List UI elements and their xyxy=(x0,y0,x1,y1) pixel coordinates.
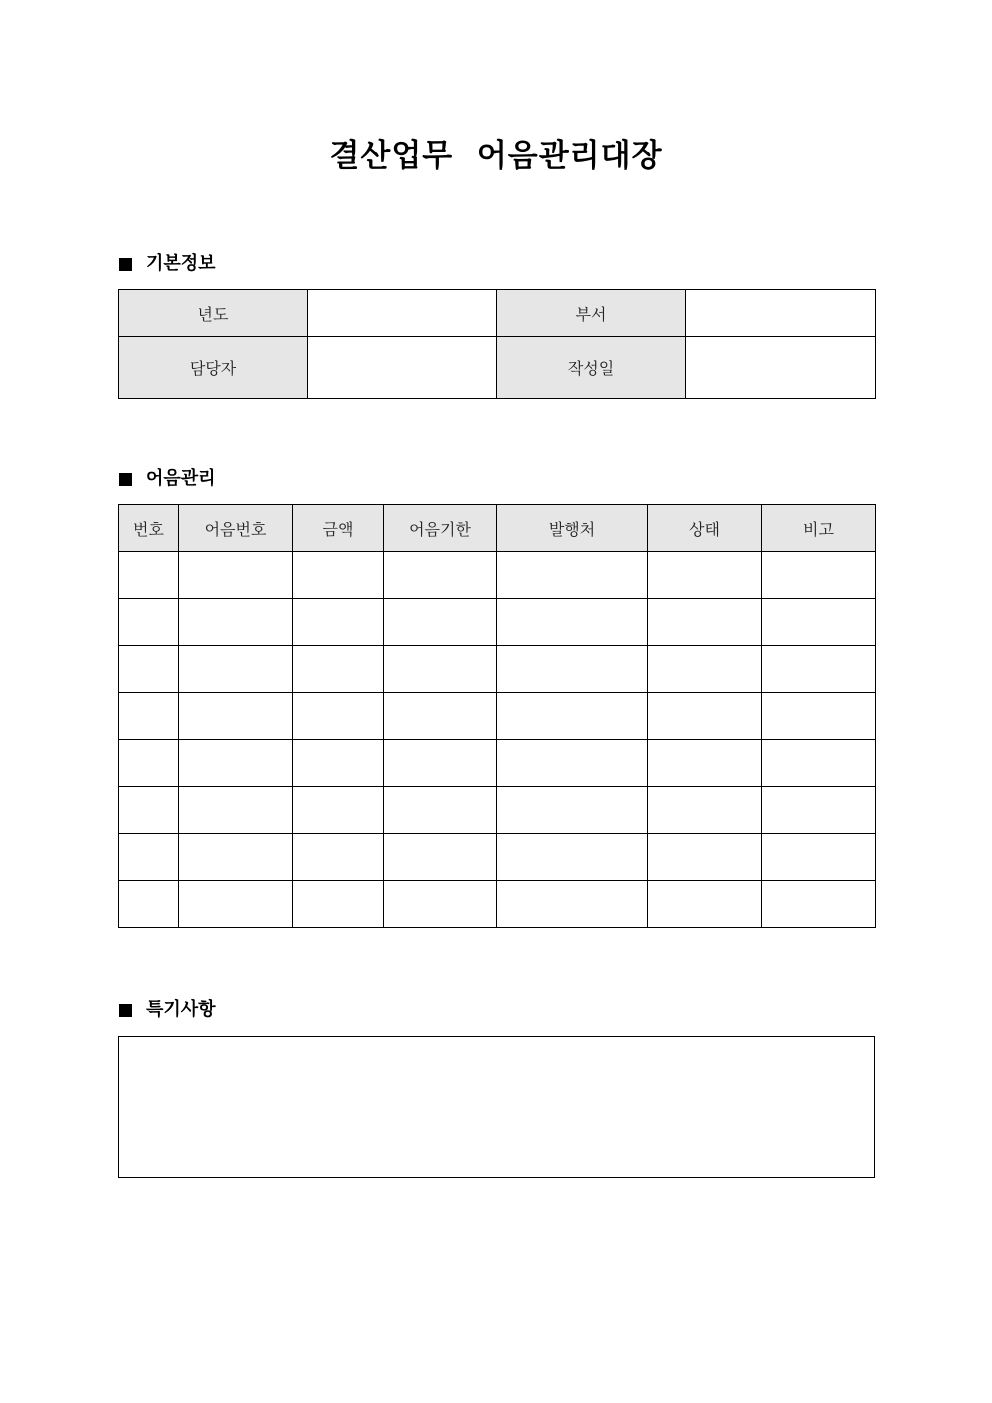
black-square-icon xyxy=(119,473,132,486)
page-title: 결산업무 어음관리대장 xyxy=(329,138,663,174)
table-row xyxy=(119,693,876,740)
table-row xyxy=(119,881,876,928)
table-cell[interactable] xyxy=(293,693,384,740)
table-cell[interactable] xyxy=(384,599,497,646)
table-row xyxy=(119,834,876,881)
column-header-bill-number: 어음번호 xyxy=(179,505,293,552)
department-field[interactable] xyxy=(686,290,876,337)
column-header-amount: 금액 xyxy=(293,505,384,552)
table-cell[interactable] xyxy=(179,787,293,834)
table-cell[interactable] xyxy=(384,740,497,787)
table-row xyxy=(119,290,876,337)
table-cell[interactable] xyxy=(179,881,293,928)
table-cell[interactable] xyxy=(293,740,384,787)
date-written-label: 작성일 xyxy=(497,337,686,399)
table-cell[interactable] xyxy=(179,646,293,693)
table-cell[interactable] xyxy=(497,740,648,787)
table-cell[interactable] xyxy=(293,646,384,693)
table-cell[interactable] xyxy=(762,599,876,646)
table-cell[interactable] xyxy=(384,693,497,740)
table-cell[interactable] xyxy=(497,693,648,740)
table-row xyxy=(119,337,876,399)
table-cell[interactable] xyxy=(119,881,179,928)
table-row xyxy=(119,552,876,599)
table-cell[interactable] xyxy=(293,552,384,599)
table-cell[interactable] xyxy=(648,834,762,881)
table-header-row xyxy=(119,505,876,552)
table-cell[interactable] xyxy=(179,599,293,646)
table-cell[interactable] xyxy=(293,787,384,834)
section-heading-basic-info xyxy=(119,252,216,276)
table-cell[interactable] xyxy=(384,881,497,928)
table-cell[interactable] xyxy=(648,881,762,928)
table-row xyxy=(119,646,876,693)
table-cell[interactable] xyxy=(119,834,179,881)
table-cell[interactable] xyxy=(384,834,497,881)
section-heading-label: 특기사항 xyxy=(146,999,216,1020)
basic-info-table xyxy=(118,289,876,399)
table-cell[interactable] xyxy=(293,599,384,646)
table-cell[interactable] xyxy=(648,693,762,740)
table-cell[interactable] xyxy=(119,646,179,693)
table-cell[interactable] xyxy=(179,740,293,787)
remarks-field[interactable] xyxy=(118,1036,875,1178)
table-cell[interactable] xyxy=(119,552,179,599)
table-cell[interactable] xyxy=(497,552,648,599)
table-cell[interactable] xyxy=(497,599,648,646)
section-heading-label: 어음관리 xyxy=(146,468,216,489)
table-cell[interactable] xyxy=(648,787,762,834)
column-header-note: 비고 xyxy=(762,505,876,552)
table-cell[interactable] xyxy=(648,740,762,787)
table-cell[interactable] xyxy=(179,693,293,740)
table-cell[interactable] xyxy=(384,646,497,693)
table-cell[interactable] xyxy=(293,881,384,928)
column-header-issuer: 발행처 xyxy=(497,505,648,552)
table-cell[interactable] xyxy=(384,787,497,834)
year-label: 년도 xyxy=(119,290,308,337)
column-header-due-date: 어음기한 xyxy=(384,505,497,552)
date-written-field[interactable] xyxy=(686,337,876,399)
section-heading-remarks xyxy=(119,998,216,1022)
year-field[interactable] xyxy=(308,290,497,337)
table-cell[interactable] xyxy=(119,693,179,740)
table-cell[interactable] xyxy=(497,834,648,881)
table-cell[interactable] xyxy=(762,881,876,928)
table-cell[interactable] xyxy=(384,552,497,599)
table-row xyxy=(119,740,876,787)
manager-field[interactable] xyxy=(308,337,497,399)
column-header-number: 번호 xyxy=(119,505,179,552)
table-cell[interactable] xyxy=(762,834,876,881)
table-cell[interactable] xyxy=(497,881,648,928)
table-cell[interactable] xyxy=(648,599,762,646)
bill-table-body xyxy=(119,552,876,928)
table-cell[interactable] xyxy=(497,787,648,834)
black-square-icon xyxy=(119,258,132,271)
bill-management-table xyxy=(118,504,876,928)
column-header-status: 상태 xyxy=(648,505,762,552)
table-cell[interactable] xyxy=(762,552,876,599)
table-row xyxy=(119,599,876,646)
department-label: 부서 xyxy=(497,290,686,337)
table-cell[interactable] xyxy=(762,740,876,787)
table-cell[interactable] xyxy=(648,646,762,693)
table-cell[interactable] xyxy=(293,834,384,881)
table-cell[interactable] xyxy=(648,552,762,599)
manager-label: 담당자 xyxy=(119,337,308,399)
table-row xyxy=(119,787,876,834)
table-cell[interactable] xyxy=(119,599,179,646)
table-cell[interactable] xyxy=(179,552,293,599)
black-square-icon xyxy=(119,1004,132,1017)
table-cell[interactable] xyxy=(119,740,179,787)
table-cell[interactable] xyxy=(762,787,876,834)
section-heading-bill-management xyxy=(119,467,216,491)
table-cell[interactable] xyxy=(119,787,179,834)
section-heading-label: 기본정보 xyxy=(146,253,216,274)
table-cell[interactable] xyxy=(497,646,648,693)
table-cell[interactable] xyxy=(762,693,876,740)
table-cell[interactable] xyxy=(179,834,293,881)
table-cell[interactable] xyxy=(762,646,876,693)
